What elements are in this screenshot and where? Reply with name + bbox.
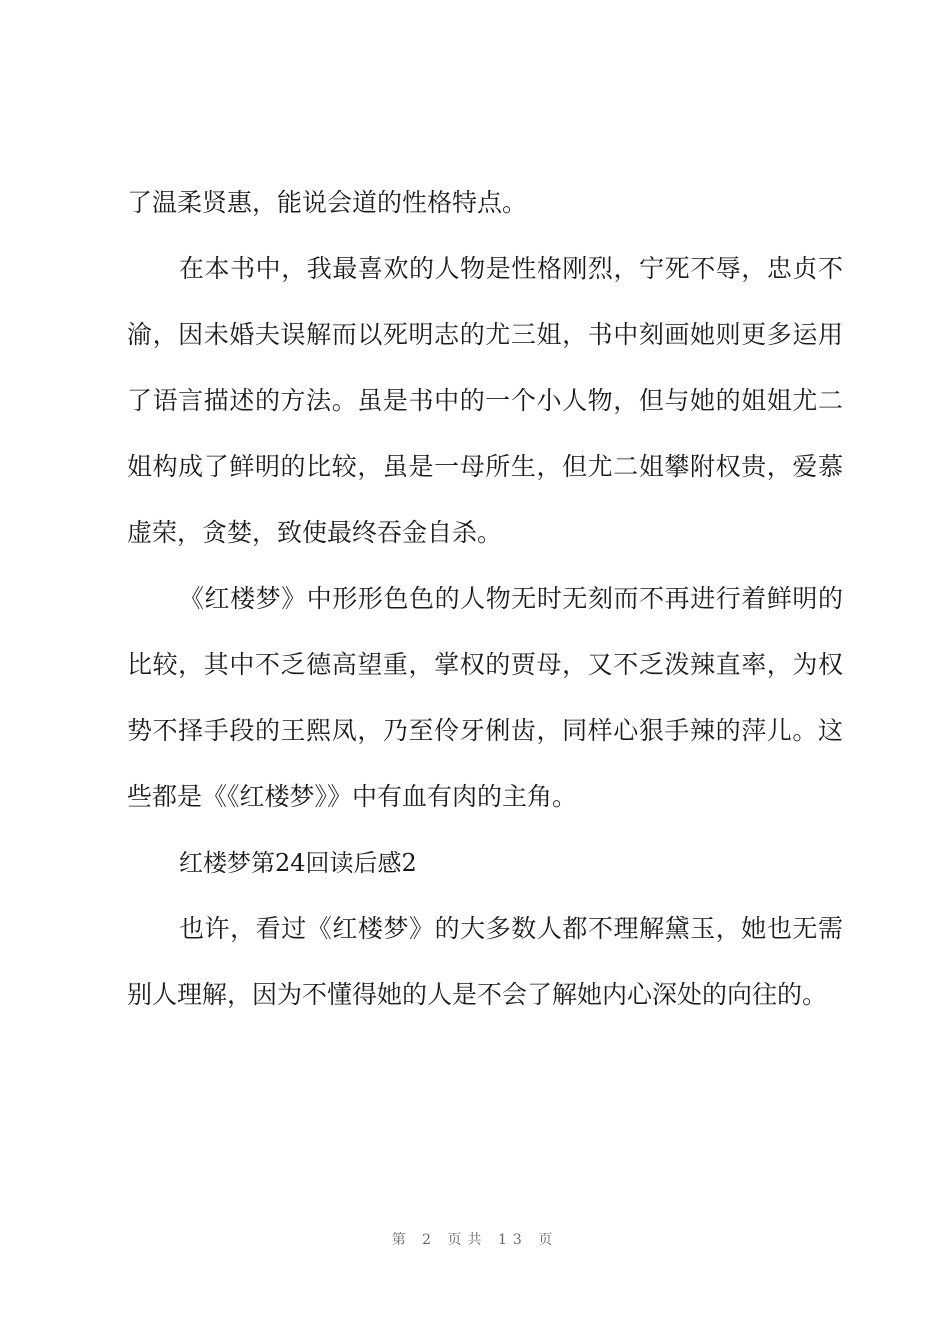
paragraph-line: 些都是《《红楼梦》》中有血有肉的主角。 [127, 782, 578, 811]
page-number-footer: 第 2 页共 13 页 [391, 1232, 559, 1248]
section-heading: 红楼梦第24回读后感2 [179, 849, 417, 877]
paragraph-line: 势不择手段的王熙凤，乃至伶牙俐齿，同样心狠手辣的萍儿。这 [127, 716, 843, 745]
paragraph-line: 了语言描述的方法。虽是书中的一个小人物，但与她的姐姐尤二 [127, 386, 843, 415]
document-body [127, 170, 843, 1028]
paragraph-line: 《红楼梦》中形形色色的人物无时无刻而不再进行着鲜明的 [179, 584, 843, 613]
paragraph-line: 在本书中，我最喜欢的人物是性格刚烈，宁死不辱，忠贞不 [179, 254, 843, 283]
paragraph-line: 也许，看过《红楼梦》的大多数人都不理解黛玉，她也无需 [179, 914, 843, 943]
paragraph-line: 姐构成了鲜明的比较，虽是一母所生，但尤二姐攀附权贵，爱慕 [127, 452, 843, 481]
paragraph-line: 了温柔贤惠，能说会道的性格特点。 [127, 188, 528, 217]
paragraph-line: 比较，其中不乏德高望重，掌权的贾母，又不乏泼辣直率，为权 [127, 650, 843, 679]
paragraph-line: 虚荣，贪婪，致使最终吞金自杀。 [127, 518, 503, 547]
paragraph-line: 渝，因未婚夫误解而以死明志的尤三姐，书中刻画她则更多运用 [127, 320, 843, 349]
paragraph-line: 别人理解，因为不懂得她的人是不会了解她内心深处的向往的。 [127, 980, 828, 1009]
